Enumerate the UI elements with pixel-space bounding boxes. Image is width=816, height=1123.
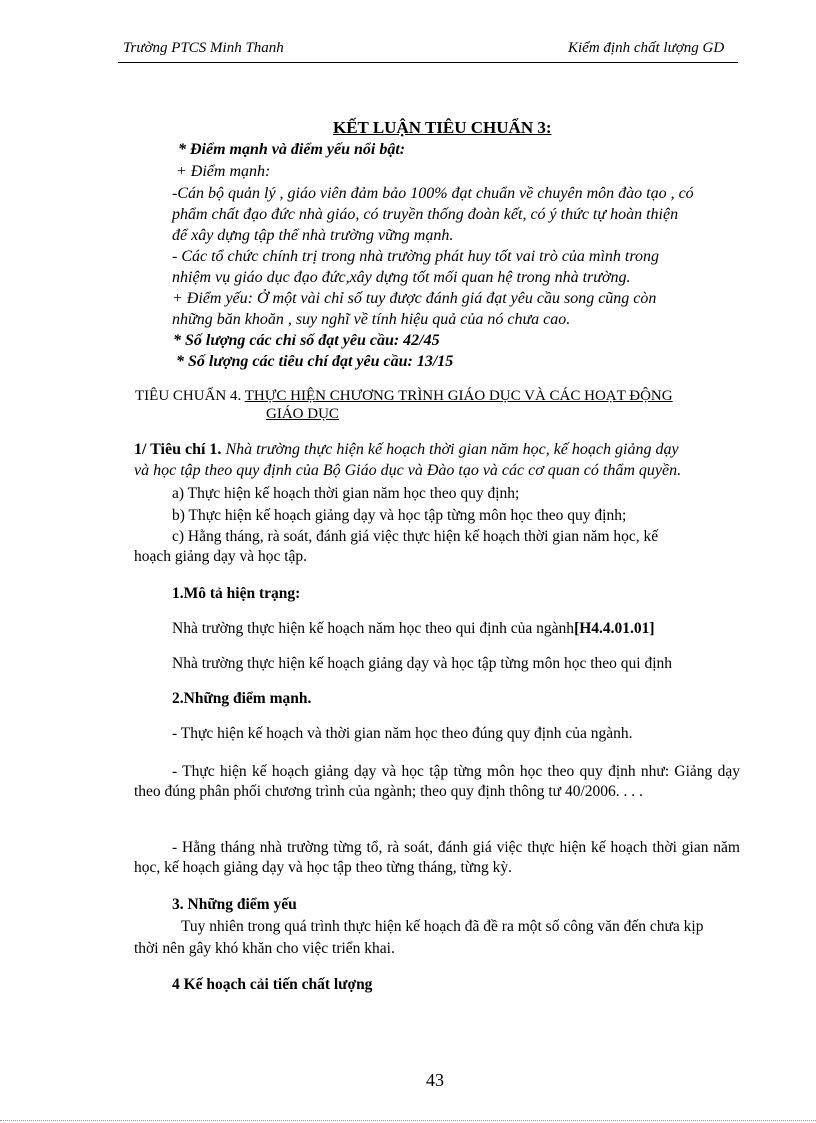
criterion-item-b: b) Thực hiện kế hoạch giảng dạy và học tập từng môn học theo quy định; <box>172 507 627 524</box>
standard-4-heading <box>135 388 673 405</box>
header-document-title: Kiểm định chất lượng GD <box>568 40 725 56</box>
standard-4-title: THỰC HIỆN CHƯƠNG TRÌNH GIÁO DỤC VÀ CÁC HOẠT ĐỘNG <box>244 388 673 404</box>
section-3-line: Tuy nhiên trong quá trình thực hiện kế hoạch đã đề ra một số công văn đến chưa kịp <box>181 918 704 935</box>
indicators-count: * Số lượng các chỉ số đạt yêu cầu: 42/45 <box>173 332 440 349</box>
criteria-count: * Số lượng các tiêu chí đạt yêu cầu: 13/15 <box>176 353 454 370</box>
standard-4-title-continued: GIÁO DỤC <box>266 406 339 422</box>
conclusion-line: - Các tổ chức chính trị trong nhà trường phát huy tốt vai trò của mình trong <box>172 248 659 265</box>
criterion-item-a: a) Thực hiện kế hoạch thời gian năm học theo quy định; <box>172 485 520 502</box>
section-2-paragraph: - Thực hiện kế hoạch và thời gian năm học theo đúng quy định của ngành. <box>172 725 633 742</box>
criterion-item-c-cont: hoạch giảng dạy và học tập. <box>134 548 308 565</box>
section-1-line <box>172 620 655 638</box>
criterion-1-line <box>134 441 679 459</box>
conclusion-line: -Cán bộ quản lý , giáo viên đảm bảo 100% đạt chuẩn về chuyên môn đào tạo , có <box>172 185 694 202</box>
section-2-paragraph: - Thực hiện kế hoạch giảng dạy và học tập từng môn học theo quy định như: Giảng dạy theo đúng phân phối chương trình của ngành; theo quy định thông tư 40/2006. . . . <box>134 763 740 800</box>
section-4-heading: 4 Kế hoạch cải tiến chất lượng <box>172 976 373 993</box>
criterion-1-text: Nhà trường thực hiện kế hoạch thời gian năm học, kế hoạch giảng dạy <box>225 441 679 458</box>
conclusion-line: + Điểm yếu: Ở một vài chỉ số tuy được đánh giá đạt yêu cầu song cũng còn <box>172 290 657 307</box>
conclusion-title: KẾT LUẬN TIÊU CHUẨN 3: <box>333 118 552 137</box>
section-3-heading: 3. Những điểm yếu <box>172 896 297 913</box>
page-number: 43 <box>426 1070 444 1090</box>
criterion-1-label: 1/ Tiêu chí 1. <box>134 441 222 458</box>
conclusion-line: những băn khoăn , suy nghĩ về tính hiệu quả của nó chưa cao. <box>172 311 571 328</box>
footer-divider <box>0 1120 816 1121</box>
conclusion-subtitle: * Điểm mạnh và điểm yếu nổi bật: <box>178 141 406 158</box>
section-2-heading: 2.Những điểm mạnh. <box>172 690 312 707</box>
conclusion-line: phẩm chất đạo đức nhà giáo, có truyền thống đoàn kết, có ý thức tự hoàn thiện <box>172 206 679 223</box>
criterion-item-c: c) Hằng tháng, rà soát, đánh giá việc thực hiện kế hoạch thời gian năm học, kế <box>172 528 659 545</box>
standard-4-prefix: TIÊU CHUẨN 4. <box>135 388 242 404</box>
section-1-line: Nhà trường thực hiện kế hoạch giảng dạy và học tập từng môn học theo qui định <box>172 655 673 672</box>
header-school-name: Trường PTCS Minh Thanh <box>123 40 284 56</box>
strengths-label: + Điểm mạnh: <box>176 163 271 180</box>
section-1-heading: 1.Mô tả hiện trạng: <box>172 585 301 602</box>
section-2-paragraph: - Hằng tháng nhà trường từng tổ, rà soát, đánh giá việc thực hiện kế hoạch thời gian năm học, kế hoạch giảng dạy và học tập theo từng tháng, từng kỳ. <box>134 839 740 876</box>
conclusion-line: nhiệm vụ giáo dục đạo đức,xây dựng tốt mối quan hệ trong nhà trường. <box>172 269 631 286</box>
section-1-line-text: Nhà trường thực hiện kế hoạch năm học theo qui định của ngành <box>172 620 575 637</box>
evidence-reference: [H4.4.01.01] <box>574 620 655 637</box>
header-divider <box>118 62 738 63</box>
section-3-line-cont: thời nên gây khó khăn cho việc triển khai. <box>134 940 395 957</box>
conclusion-line: để xây dựng tập thể nhà trường vững mạnh. <box>172 227 454 244</box>
criterion-1-text-cont: và học tập theo quy định của Bộ Giáo dục và Đào tạo và các cơ quan có thẩm quyền. <box>134 462 682 479</box>
